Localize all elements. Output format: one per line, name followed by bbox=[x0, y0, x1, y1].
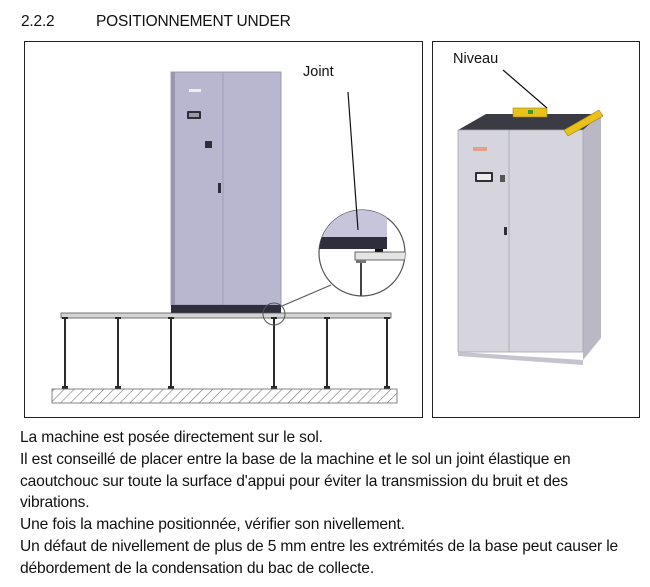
joint-detail-magnifier bbox=[263, 92, 415, 325]
figure-raised-floor bbox=[24, 41, 423, 418]
section-title: POSITIONNEMENT UNDER bbox=[96, 13, 291, 30]
joint-callout-label: Joint bbox=[303, 64, 334, 80]
body-line: Une fois la machine positionnée, vérifier son nivellement. bbox=[20, 516, 405, 534]
figure-leveling bbox=[432, 41, 640, 418]
niveau-callout-label: Niveau bbox=[453, 51, 499, 67]
leveling-illustration bbox=[433, 42, 641, 419]
body-paragraph bbox=[20, 427, 640, 580]
raised-floor bbox=[52, 313, 397, 403]
body-line: débordement de la condensation du bac de collecte. bbox=[20, 559, 375, 577]
body-line: Un défaut de nivellement de plus de 5 mm entre les extrémités de la base peut causer le bbox=[20, 537, 619, 555]
cabinet-3q-view bbox=[458, 108, 603, 365]
niveau-callout-line bbox=[503, 70, 547, 108]
cabinet-front-view bbox=[171, 72, 281, 314]
section-number: 2.2.2 bbox=[21, 13, 55, 30]
body-line: caoutchouc sur toute la surface d'appui pour éviter la transmission du bruit et des bbox=[20, 472, 568, 490]
body-line: La machine est posée directement sur le sol. bbox=[20, 429, 323, 446]
body-line: vibrations. bbox=[20, 494, 90, 512]
raised-floor-illustration bbox=[25, 42, 424, 419]
body-line: Il est conseillé de placer entre la base de la machine et le sol un joint élastique en bbox=[20, 450, 571, 468]
